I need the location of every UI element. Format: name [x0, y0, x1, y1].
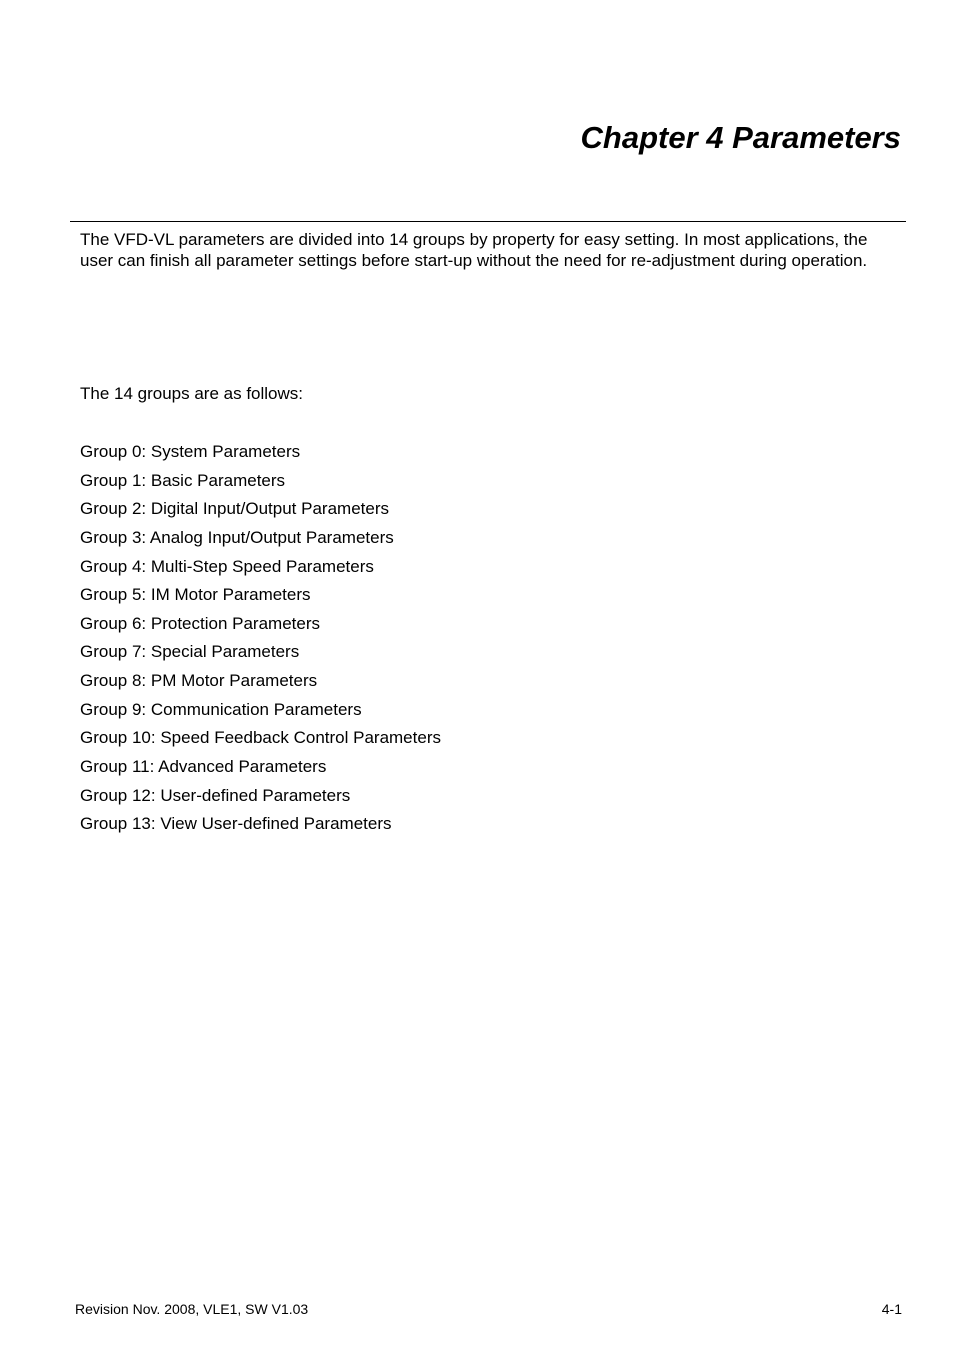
title-divider	[70, 221, 906, 222]
group-item: Group 0: System Parameters	[80, 442, 301, 461]
group-item: Group 7: Special Parameters	[80, 642, 300, 662]
group-item: Group 5: IM Motor Parameters	[80, 585, 311, 605]
intro-paragraph: The VFD-VL parameters are divided into 14 groups by property for easy setting. In most applications, the user can finish all parameter settings before start-up without the need for re-adjustment during operation.	[80, 230, 868, 270]
footer-page-number: 4-1	[881, 1301, 902, 1317]
group-item: Group 8: PM Motor Parameters	[80, 671, 318, 691]
group-item: Group 3: Analog Input/Output Parameters	[80, 527, 394, 547]
group-item: Group 13: View User-defined Parameters	[80, 814, 392, 834]
group-item: Group 9: Communication Parameters	[80, 699, 362, 719]
chapter-title: Chapter 4 Parameters	[580, 120, 901, 155]
group-item: Group 12: User-defined Parameters	[80, 785, 351, 805]
group-item: Group 11: Advanced Parameters	[80, 757, 327, 777]
group-item: Group 10: Speed Feedback Control Parameters	[80, 728, 441, 748]
groups-intro: The 14 groups are as follows:	[80, 384, 304, 403]
group-item: Group 4: Multi-Step Speed Parameters	[80, 556, 374, 576]
group-item: Group 2: Digital Input/Output Parameters	[80, 499, 389, 519]
group-list	[80, 438, 441, 839]
group-item: Group 1: Basic Parameters	[80, 470, 286, 490]
footer-revision: Revision Nov. 2008, VLE1, SW V1.03	[75, 1301, 309, 1317]
group-item: Group 6: Protection Parameters	[80, 613, 321, 633]
